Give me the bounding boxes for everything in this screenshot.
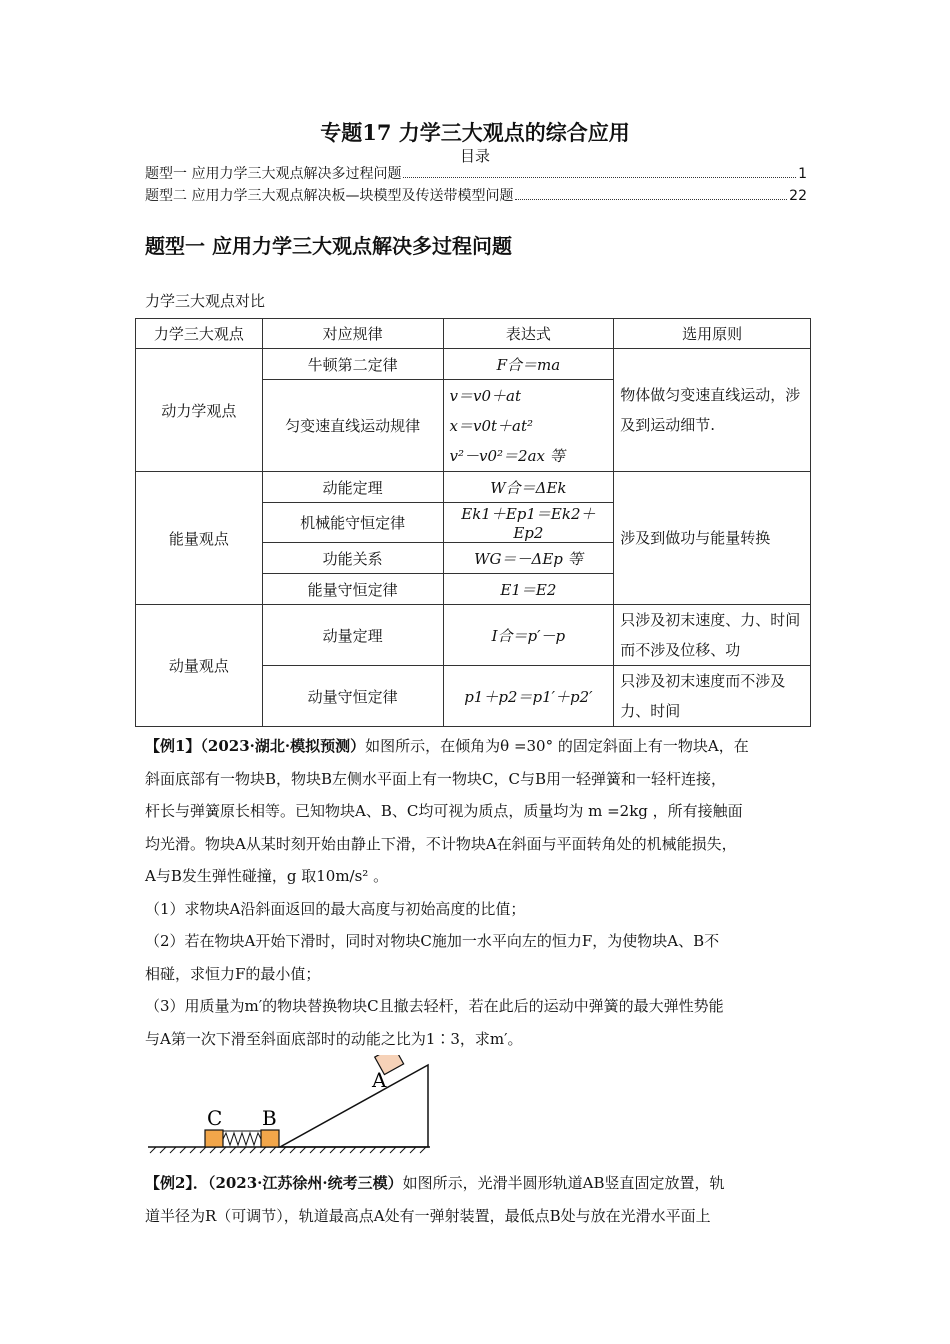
law-cell: 动能定理	[262, 472, 443, 503]
expression-cell: W合＝ΔEk	[443, 472, 614, 503]
viewpoint-cell: 能量观点	[136, 472, 263, 605]
example-line: 【例2】．（2023·江苏徐州·统考三模）如图所示，光滑半圆形轨道AB竖直固定放置，轨	[145, 1174, 725, 1192]
expression-cell: Ek1＋Ep1＝Ek2＋Ep2	[443, 503, 614, 543]
column-header: 选用原则	[614, 319, 811, 349]
law-cell: 能量守恒定律	[262, 574, 443, 605]
expression-line: v²－v0²＝2ax 等	[449, 446, 565, 465]
expression-cell: p1＋p2＝p1′＋p2′	[443, 666, 614, 727]
label-a: A	[372, 1068, 387, 1092]
question-line: （1）求物块A沿斜面返回的最大高度与初始高度的比值；	[145, 899, 526, 918]
toc-item[interactable]	[145, 185, 807, 205]
question-line: （3）用质量为m′的物块替换物块C且撤去轻杆，若在此后的运动中弹簧的最大弹性势能	[145, 997, 724, 1015]
label-c: C	[207, 1106, 223, 1130]
expression-cell: F合＝ma	[443, 349, 614, 380]
expression-cell	[443, 380, 614, 472]
toc-item-page: 1	[798, 166, 807, 182]
example-1	[145, 730, 813, 1055]
column-header: 力学三大观点	[136, 319, 263, 349]
comparison-table	[135, 318, 811, 727]
table-row	[136, 605, 811, 666]
example-line: A与B发生弹性碰撞，g 取10m/s² 。	[145, 867, 389, 885]
principle-cell: 只涉及初末速度、力、时间而不涉及位移、功	[614, 605, 811, 666]
principle-cell: 涉及到做功与能量转换	[614, 472, 811, 605]
law-cell: 功能关系	[262, 543, 443, 574]
law-cell: 牛顿第二定律	[262, 349, 443, 380]
toc-leader	[403, 167, 796, 178]
law-cell: 机械能守恒定律	[262, 503, 443, 543]
example-line: 均光滑。物块A从某时刻开始由静止下滑，不计物块A在斜面与平面转角处的机械能损失，	[145, 834, 737, 853]
viewpoint-cell: 动量观点	[136, 605, 263, 727]
toc-leader	[515, 189, 787, 200]
example-2	[145, 1167, 813, 1232]
block-c	[205, 1130, 223, 1147]
table-header-row	[136, 319, 811, 349]
toc-heading: 目录	[459, 147, 490, 165]
column-header: 对应规律	[262, 319, 443, 349]
example-line: 道半径为R（可调节），轨道最高点A处有一弹射装置，最低点B处与放在光滑水平面上	[145, 1206, 711, 1225]
table-row	[136, 349, 811, 380]
document-title: 专题17 力学三大观点的综合应用	[320, 120, 630, 145]
law-cell: 匀变速直线运动规律	[262, 380, 443, 472]
example-line: 【例1】（2023·湖北·模拟预测）如图所示，在倾角为θ =30° 的固定斜面上有一物块A，在	[145, 737, 749, 755]
section-heading: 题型一 应用力学三大观点解决多过程问题	[145, 234, 512, 258]
incline-figure	[140, 1055, 440, 1155]
law-cell: 动量守恒定律	[262, 666, 443, 727]
principle-cell: 物体做匀变速直线运动，涉及到运动细节.	[614, 349, 811, 472]
question-line: 相碰，求恒力F的最小值；	[145, 964, 321, 983]
expression-cell: E1＝E2	[443, 574, 614, 605]
label-b: B	[262, 1106, 277, 1130]
ground-hatching	[150, 1147, 426, 1153]
question-line: （2）若在物块A开始下滑时，同时对物块C施加一水平向左的恒力F，为使物块A、B不	[145, 932, 720, 950]
example-tag: 【例1】（2023·湖北·模拟预测）	[145, 737, 366, 755]
table-intro: 力学三大观点对比	[145, 292, 266, 310]
toc-item-label: 题型二 应用力学三大观点解决板—块模型及传送带模型问题	[145, 188, 514, 204]
example-line: 斜面底部有一物块B，物块B左侧水平面上有一物块C，C与B用一轻弹簧和一轻杆连接，	[145, 769, 727, 788]
toc-item-page: 22	[789, 188, 807, 204]
block-b	[261, 1130, 279, 1147]
toc-item[interactable]	[145, 163, 807, 183]
expression-cell: WG＝－ΔEp 等	[443, 543, 614, 574]
example-tag: 【例2】．（2023·江苏徐州·统考三模）	[145, 1174, 403, 1192]
law-cell: 动量定理	[262, 605, 443, 666]
example-line: 杆长与弹簧原长相等。已知物块A、B、C均可视为质点，质量均为 m =2kg ，所有接触面	[145, 802, 743, 820]
expression-line: v＝v0＋at	[449, 386, 521, 405]
spring	[223, 1133, 261, 1145]
column-header: 表达式	[443, 319, 614, 349]
principle-cell: 只涉及初末速度而不涉及力、时间	[614, 666, 811, 727]
expression-line: x＝v0t＋at²	[449, 416, 534, 435]
toc-item-label: 题型一 应用力学三大观点解决多过程问题	[145, 166, 402, 182]
table-row	[136, 472, 811, 503]
question-line: 与A第一次下滑至斜面底部时的动能之比为1∶3，求m′。	[145, 1029, 523, 1048]
viewpoint-cell: 动力学观点	[136, 349, 263, 472]
expression-cell: I合＝p′－p	[443, 605, 614, 666]
incline	[280, 1065, 428, 1147]
